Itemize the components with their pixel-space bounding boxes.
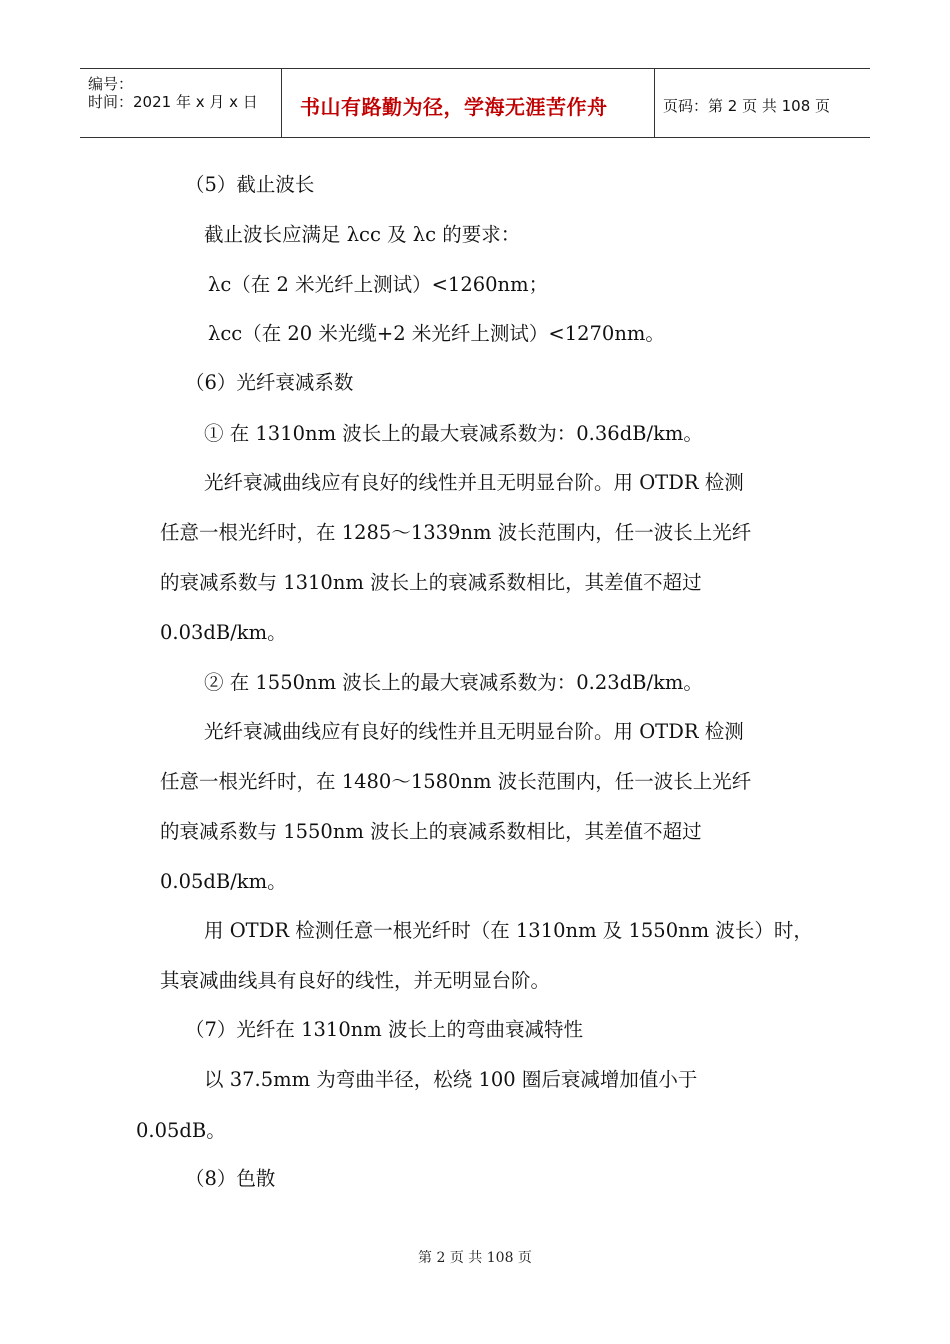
paragraph-line: ① 在 1310nm 波长上的最大衰减系数为：0.36dB/km。: [204, 422, 703, 445]
paragraph-line: 的衰减系数与 1550nm 波长上的衰减系数相比，其差值不超过: [160, 820, 702, 843]
paragraph-line: 0.05dB。: [136, 1119, 226, 1142]
paragraph-line: 任意一根光纤时，在 1285～1339nm 波长范围内，任一波长上光纤: [160, 521, 752, 544]
paragraph-line: 0.03dB/km。: [160, 621, 287, 644]
section-heading: （6）光纤衰减系数: [185, 371, 354, 394]
header-page-info: 页码：第 2 页 共 108 页: [663, 97, 831, 115]
paragraph-line: 其衰减曲线具有良好的线性，并无明显台阶。: [160, 969, 551, 992]
document-date: 时间：2021 年 x 月 x 日: [88, 93, 258, 111]
page-footer: 第 2 页 共 108 页: [418, 1250, 532, 1266]
page-header: [80, 68, 870, 138]
paragraph-line: 0.05dB/km。: [160, 870, 287, 893]
paragraph-line: 用 OTDR 检测任意一根光纤时（在 1310nm 及 1550nm 波长）时，: [204, 919, 813, 942]
paragraph-line: 任意一根光纤时，在 1480～1580nm 波长范围内，任一波长上光纤: [160, 770, 752, 793]
paragraph-line: λcc（在 20 米光缆+2 米光纤上测试）<1270nm。: [208, 322, 665, 345]
paragraph-line: 光纤衰减曲线应有良好的线性并且无明显台阶。用 OTDR 检测: [204, 720, 744, 743]
paragraph-line: 截止波长应满足 λcc 及 λc 的要求：: [204, 223, 521, 246]
paragraph-line: λc（在 2 米光纤上测试）<1260nm；: [208, 273, 549, 296]
paragraph-line: ② 在 1550nm 波长上的最大衰减系数为：0.23dB/km。: [204, 671, 703, 694]
paragraph-line: 以 37.5mm 为弯曲半径，松绕 100 圈后衰减增加值小于: [204, 1068, 698, 1091]
section-heading: （7）光纤在 1310nm 波长上的弯曲衰减特性: [185, 1018, 583, 1041]
header-divider: [281, 69, 282, 137]
paragraph-line: 的衰减系数与 1310nm 波长上的衰减系数相比，其差值不超过: [160, 571, 702, 594]
header-divider: [654, 69, 655, 137]
section-heading: （5）截止波长: [185, 173, 315, 196]
paragraph-line: 光纤衰减曲线应有良好的线性并且无明显台阶。用 OTDR 检测: [204, 471, 744, 494]
document-number-label: 编号：: [88, 75, 134, 93]
section-heading: （8）色散: [185, 1167, 276, 1190]
header-motto: 书山有路勤为径，学海无涯苦作舟: [300, 95, 608, 119]
